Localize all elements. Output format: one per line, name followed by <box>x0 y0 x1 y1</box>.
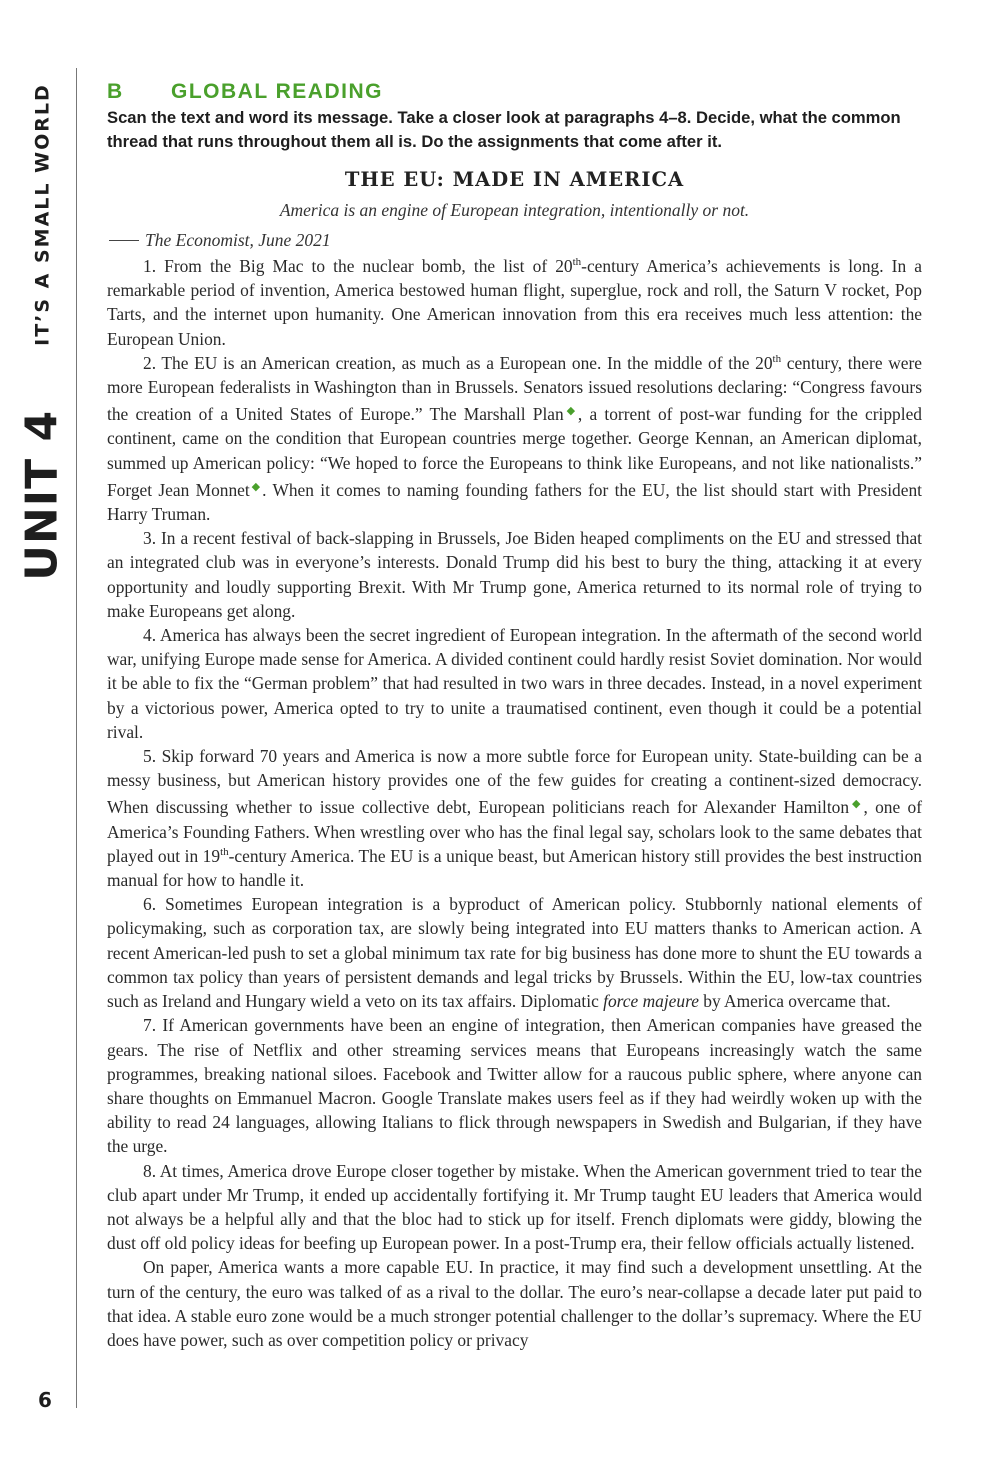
source-text: The Economist, June 2021 <box>145 229 331 250</box>
paragraph-1: 1. From the Big Mac to the nuclear bomb, the list of 20th-century America’s achievements is long. In a remarkable period of invention, America bestowed human flight, superglue, rock and roll, the Saturn V rocket, Pop Tarts, and the internet upon humanity. One American innovation from this era receives much less attention: the European Union. <box>107 256 922 349</box>
paragraph-7: 7. If American governments have been an engine of integration, then American companies have greased the gears. The rise of Netflix and other streaming services means that Europeans increasingly watch the same programmes, breaking national siloes. Facebook and Twitter allow for a raucous public sphere, where anyone can share thoughts on Emmanuel Macron. Google Translate makes users feel as if they had weirdly woken up with the ability to read 24 languages, allowing Italians to flick through newspapers in Swedish and Bulgarian, if they have the urge. <box>107 1015 922 1157</box>
unit-title: IT’S A SMALL WORLD <box>31 83 53 346</box>
glossary-marker-icon: ◆ <box>849 798 864 811</box>
unit-label: UNIT 4 <box>16 409 68 581</box>
section-heading <box>107 80 922 106</box>
article-title: THE EU: MADE IN AMERICA <box>344 168 685 191</box>
section-letter: B <box>107 80 123 103</box>
sidebar-divider <box>76 68 77 1408</box>
paragraph-8: 8. At times, America drove Europe closer together by mistake. When the American government tried to tear the club apart under Mr Trump, it ended up accidentally fortifying it. Mr Trump taught EU leaders that America would not always be a helpful ally and that the bloc had to stick up for itself. French diplomats were giddy, blowing the dust off old policy ideas for beefing up European power. In a post-Trump era, their fellow officials actually listened. <box>107 1160 922 1254</box>
source-dash <box>109 240 139 241</box>
sidebar <box>0 0 90 1459</box>
paragraph-2: 2. The EU is an American creation, as much as a European one. In the middle of the 20th century, there were more European federalists in Washington than in Brussels. Senators issued resolutions declaring: “Congress favours the creation of a United States of Europe.” The Marshall Plan◆, a torrent of post-war funding for the crippled continent, came on the condition that European countries merge together. George Kennan, an American diplomat, summed up American policy: “We hoped to force the Europeans to think like Europeans, and not like nationalists.” Forget Jean Monnet◆. When it comes to naming founding fathers for the EU, the list should start with President Harry Truman. <box>107 352 922 525</box>
section-title: GLOBAL READING <box>171 80 383 103</box>
paragraph-5: 5. Skip forward 70 years and America is now a more subtle force for European unity. State-building can be a messy business, but American history provides one of the few guides for creating a continent-sized democracy. When discussing whether to issue collective debt, European politicians reach for Alexander Hamilton◆, one of America’s Founding Fathers. When wrestling over who has the final legal say, scholars look to the same debates that played out in 19th-century America. The EU is a unique beast, but American history still provides the best instruction manual for how to handle it. <box>107 746 922 891</box>
paragraph-9: On paper, America wants a more capable EU. In practice, it may find such a development unsettling. At the turn of the century, the euro was talked of as a rival to the dollar. The euro’s near-collapse a decade later put paid to that idea. A stable euro zone would be a much stronger potential challenger to the dollar’s supremacy. Where the EU does have power, such as over competition policy or privacy <box>107 1257 922 1350</box>
page-content <box>107 80 922 1352</box>
paragraph-3: 3. In a recent festival of back-slapping in Brussels, Joe Biden heaped compliments on the EU and stressed that an integrated club was in everyone’s interests. Donald Trump did his best to bury the thing, attacking it at every opportunity and loudly supporting Brexit. With Mr Trump gone, America returned to its normal role of trying to make Europeans get along. <box>107 528 922 621</box>
glossary-marker-icon: ◆ <box>563 405 578 418</box>
glossary-marker-icon: ◆ <box>249 480 263 493</box>
paragraph-4: 4. America has always been the secret ingredient of European integration. In the aftermath of the second world war, unifying Europe made sense for America. A divided continent could hardly resist Soviet domination. Nor would it be able to fix the “German problem” that had resulted in two wars in three decades. Instead, in a novel experiment by a victorious power, America opted to try to unite a traumatised continent, even though it could be a potential rival. <box>107 625 922 742</box>
page-number: 6 <box>38 1388 52 1412</box>
unit-heading-vertical <box>12 72 72 592</box>
task-instructions: Scan the text and word its message. Take a closer look at paragraphs 4–8. Decide, what the common thread that runs throughout them all is. Do the assignments that come after it. <box>107 108 901 151</box>
paragraph-6: 6. Sometimes European integration is a byproduct of American policy. Stubbornly national elements of policymaking, such as corporation tax, are slowly being integrated into EU matters thanks to American action. A recent American-led push to set a global minimum tax rate for big business has done more to shunt the EU towards a common tax policy than years of persistent demands and legal tricks by Brussels. Within the EU, low-tax countries such as Ireland and Hungary wield a veto on its tax affairs. Diplomatic force majeure by America overcame that. <box>107 894 922 1012</box>
article-subtitle: America is an engine of European integration, intentionally or not. <box>279 200 750 220</box>
article-source <box>107 226 922 254</box>
